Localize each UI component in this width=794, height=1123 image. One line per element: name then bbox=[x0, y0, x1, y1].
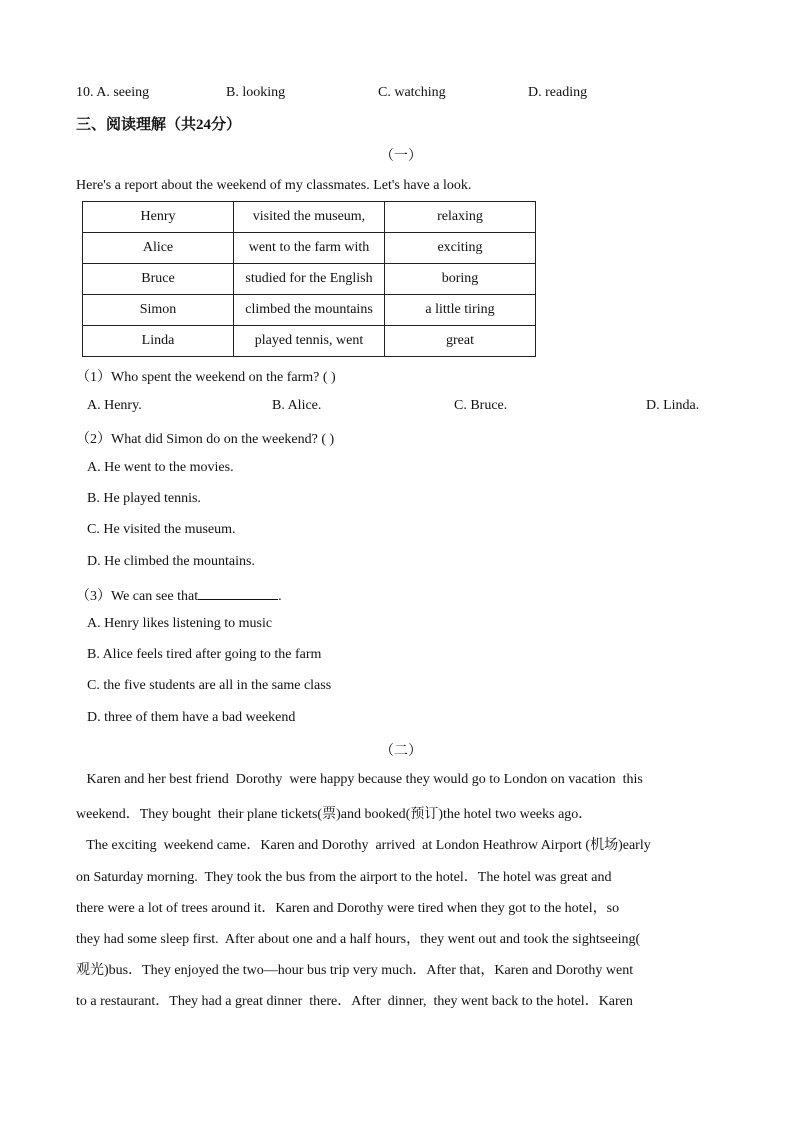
passage-2-line: weekend．They bought their plane tickets(票)and booked(预订)the hotel two weeks ago． bbox=[76, 807, 593, 822]
passage-2-label: （二） bbox=[380, 744, 422, 759]
passage-1-intro: Here's a report about the weekend of my classmates. Let's have a look. bbox=[76, 178, 472, 193]
table-row bbox=[83, 295, 536, 326]
question-1-option-c: C. Bruce. bbox=[454, 398, 508, 413]
question-2-option-d: D. He climbed the mountains. bbox=[87, 554, 255, 569]
question-2-stem: （2）What did Simon do on the weekend? ( ) bbox=[76, 432, 335, 447]
question-3-option-a: A. Henry likes listening to music bbox=[87, 616, 273, 631]
section-heading: 三、阅读理解（共24分） bbox=[76, 117, 242, 133]
passage-2-line: The exciting weekend came．Karen and Dorothy arrived at London Heathrow Airport (机场)early bbox=[76, 838, 651, 853]
table-cell-activity: visited the museum, bbox=[234, 202, 385, 233]
table-cell-feeling: a little tiring bbox=[385, 295, 536, 326]
question-3-option-c: C. the five students are all in the same class bbox=[87, 678, 332, 693]
question-3-stem-period: . bbox=[278, 589, 282, 604]
table-row bbox=[83, 264, 536, 295]
q10-option-c: C. watching bbox=[378, 85, 446, 100]
table-cell-name: Bruce bbox=[83, 264, 234, 295]
table-row bbox=[83, 326, 536, 357]
passage-2-line: Karen and her best friend Dorothy were happy because they would go to London on vacation this bbox=[76, 772, 643, 787]
report-table bbox=[82, 201, 536, 357]
table-row bbox=[83, 233, 536, 264]
passage-2-line: on Saturday morning. They took the bus from the airport to the hotel．The hotel was great and bbox=[76, 870, 612, 885]
table-cell-activity: went to the farm with bbox=[234, 233, 385, 264]
question-1-option-a: A. Henry. bbox=[87, 398, 142, 413]
q10-option-d: D. reading bbox=[528, 85, 588, 100]
q10-option-a: 10. A. seeing bbox=[76, 85, 150, 100]
table-cell-name: Henry bbox=[83, 202, 234, 233]
table-cell-name: Alice bbox=[83, 233, 234, 264]
passage-2-line: there were a lot of trees around it．Karen and Dorothy were tired when they got to the hotel，so bbox=[76, 901, 620, 916]
question-3-stem-text: （3）We can see that bbox=[76, 589, 199, 604]
table-cell-activity: studied for the English bbox=[234, 264, 385, 295]
table-cell-name: Linda bbox=[83, 326, 234, 357]
table-cell-feeling: exciting bbox=[385, 233, 536, 264]
table-cell-activity: climbed the mountains bbox=[234, 295, 385, 326]
table-cell-feeling: relaxing bbox=[385, 202, 536, 233]
question-2-option-b: B. He played tennis. bbox=[87, 491, 201, 506]
question-2-option-c: C. He visited the museum. bbox=[87, 522, 236, 537]
passage-2-line: they had some sleep first. After about one and a half hours，they went out and took the sightseeing( bbox=[76, 932, 641, 947]
table-cell-feeling: boring bbox=[385, 264, 536, 295]
question-1-stem: （1）Who spent the weekend on the farm? ( ) bbox=[76, 370, 336, 385]
table-cell-name: Simon bbox=[83, 295, 234, 326]
question-1-option-b: B. Alice. bbox=[272, 398, 322, 413]
question-3-option-b: B. Alice feels tired after going to the farm bbox=[87, 647, 322, 662]
table-cell-activity: played tennis, went bbox=[234, 326, 385, 357]
passage-2-line: 观光)bus．They enjoyed the two—hour bus trip very much．After that，Karen and Dorothy went bbox=[76, 963, 634, 978]
question-3-stem bbox=[76, 585, 282, 605]
question-2-option-a: A. He went to the movies. bbox=[87, 460, 234, 475]
table-cell-feeling: great bbox=[385, 326, 536, 357]
question-1-option-d: D. Linda. bbox=[646, 398, 700, 413]
passage-2-line: to a restaurant．They had a great dinner there．After dinner, they went back to the hotel．Karen bbox=[76, 994, 633, 1009]
question-3-option-d: D. three of them have a bad weekend bbox=[87, 710, 296, 725]
answer-blank bbox=[198, 587, 278, 600]
passage-1-label: （一） bbox=[380, 149, 422, 164]
table-row bbox=[83, 202, 536, 233]
q10-option-b: B. looking bbox=[226, 85, 286, 100]
